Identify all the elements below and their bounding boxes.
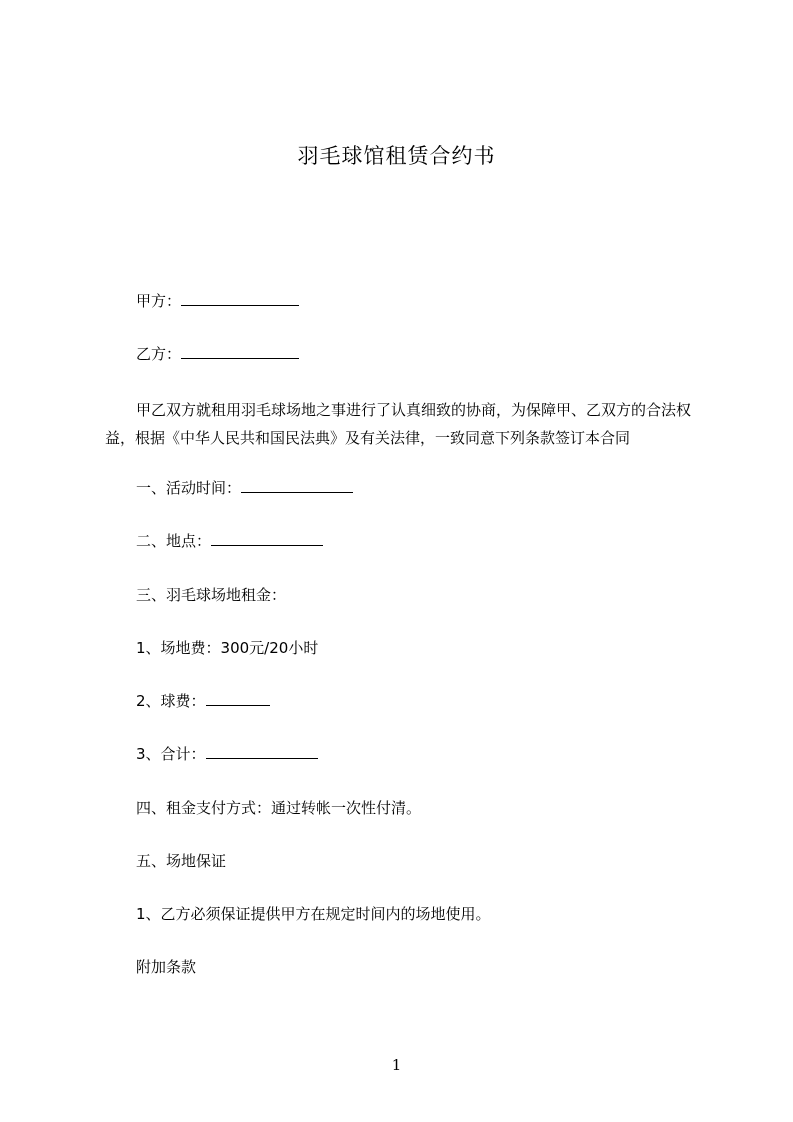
activity-time-label: 一、活动时间：: [136, 479, 242, 497]
party-b-blank: [181, 344, 299, 359]
total-line: [136, 743, 318, 765]
activity-time-blank: [241, 478, 353, 493]
venue-fee-line: 1、场地费：300元/20小时: [136, 639, 319, 657]
location-label: 二、地点：: [136, 532, 212, 550]
additional-terms-heading: 附加条款: [136, 958, 197, 976]
payment-line: 四、租金支付方式：通过转帐一次性付清。: [136, 799, 422, 817]
location-blank: [211, 531, 323, 546]
intro-paragraph: 甲乙双方就租用羽毛球场地之事进行了认真细致的协商，为保障甲、乙双方的合法权益，根据《中华人民共和国民法典》及有关法律，一致同意下列条款签订本合同: [105, 401, 692, 447]
location-line: [136, 530, 323, 552]
rent-heading: 三、羽毛球场地租金：: [136, 586, 287, 604]
total-blank: [206, 744, 318, 759]
ball-fee-blank: [206, 691, 270, 706]
document-title: 羽毛球馆租赁合约书: [297, 144, 496, 168]
page-number: 1: [391, 1056, 402, 1074]
activity-time-line: [136, 477, 353, 499]
party-a-blank: [181, 291, 299, 306]
party-b-label: 乙方：: [136, 345, 182, 363]
total-label: 3、合计：: [136, 745, 206, 763]
party-a-label: 甲方：: [136, 292, 182, 310]
ball-fee-label: 2、球费：: [136, 692, 206, 710]
guarantee-item: 1、乙方必须保证提供甲方在规定时间内的场地使用。: [136, 905, 491, 923]
party-a-line: [136, 290, 299, 312]
ball-fee-line: [136, 690, 270, 712]
party-b-line: [136, 343, 299, 365]
guarantee-heading: 五、场地保证: [136, 852, 227, 870]
